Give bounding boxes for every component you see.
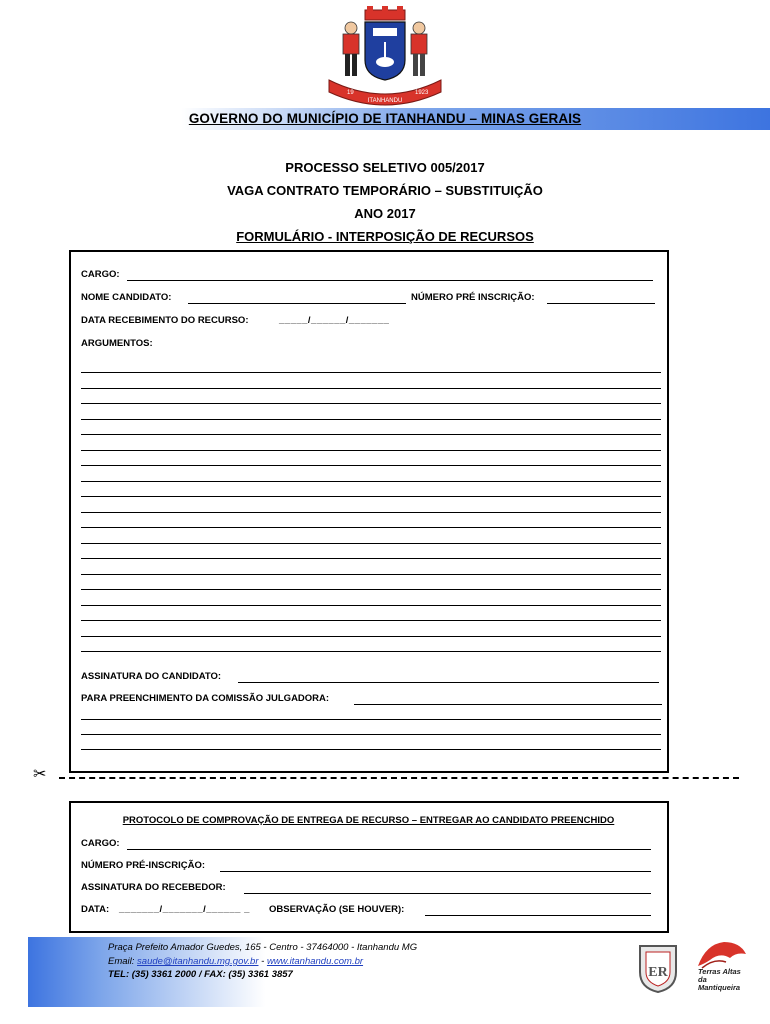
argument-line[interactable] [81,450,661,451]
terras-altas-text: Terras Altas da Mantiqueira [698,967,741,992]
candidate-signature-field[interactable] [238,682,659,683]
footer-address: Praça Prefeito Amador Guedes, 165 - Centro - 37464000 - Itanhandu MG [108,942,418,953]
registration-number-label: NÚMERO PRÉ INSCRIÇÃO: [411,292,535,303]
receiver-signature-field[interactable] [244,893,651,894]
email-separator: - [258,956,267,967]
candidate-signature-label: ASSINATURA DO CANDIDATO: [81,671,222,682]
process-title: PROCESSO SELETIVO 005/2017 [285,160,485,175]
email-link[interactable]: saude@itanhandu.mg.gov.br [137,956,259,967]
cut-line [33,767,770,787]
email-prefix: Email: [108,956,138,967]
er-shield-logo [636,942,680,994]
argument-line[interactable] [81,496,661,497]
svg-text:ER: ER [648,965,668,980]
scissors-icon: ✂ [33,766,47,783]
candidate-name-field[interactable] [188,303,406,304]
receiver-signature-label: ASSINATURA DO RECEBEDOR: [81,882,226,893]
argument-line[interactable] [81,574,661,575]
svg-text:1923: 1923 [415,90,429,96]
argument-line[interactable] [81,589,661,590]
protocol-registration-label: NÚMERO PRÉ-INSCRIÇÃO: [81,860,206,871]
protocol-date-field[interactable]: _______/_______/______ _ [119,904,250,915]
committee-field[interactable] [354,704,662,705]
footer-contact [108,956,363,967]
protocol-title: PROTOCOLO DE COMPROVAÇÃO DE ENTREGA DE RECURSO – ENTREGAR AO CANDIDATO PREENCHIDO [122,815,615,826]
argument-line[interactable] [81,651,661,652]
form-title: FORMULÁRIO - INTERPOSIÇÃO DE RECURSOS [236,229,534,244]
observation-label: OBSERVAÇÃO (SE HOUVER): [269,904,405,915]
argument-line[interactable] [81,388,661,389]
committee-line[interactable] [81,749,661,750]
municipal-crest-logo [323,6,447,110]
cargo-label: CARGO: [81,269,120,280]
government-title: GOVERNO DO MUNICÍPIO DE ITANHANDU – MINAS GERAIS [188,111,582,126]
argument-line[interactable] [81,403,661,404]
committee-label: PARA PREENCHIMENTO DA COMISSÃO JULGADORA: [81,693,330,704]
argument-line[interactable] [81,512,661,513]
protocol-cargo-label: CARGO: [81,838,120,849]
receipt-date-label: DATA RECEBIMENTO DO RECURSO: [81,315,249,326]
protocol-cargo-field[interactable] [127,849,651,850]
argument-line[interactable] [81,481,661,482]
argument-line[interactable] [81,434,661,435]
candidate-name-label: NOME CANDIDATO: [81,292,172,303]
dashed-divider [59,777,739,779]
argument-line[interactable] [81,419,661,420]
argument-line[interactable] [81,543,661,544]
argument-line[interactable] [81,465,661,466]
argument-line[interactable] [81,372,661,373]
argument-line[interactable] [81,620,661,621]
receipt-date-field[interactable]: _____/______/_______ [279,315,390,326]
argument-line[interactable] [81,527,661,528]
website-link[interactable]: www.itanhandu.com.br [266,956,364,967]
cargo-field[interactable] [127,280,653,281]
protocol-box [69,801,669,933]
committee-line[interactable] [81,719,661,720]
year-title: ANO 2017 [354,206,416,221]
argument-line[interactable] [81,605,661,606]
arguments-label: ARGUMENTOS: [81,338,153,349]
observation-field[interactable] [425,915,651,916]
appeal-form-box [69,250,669,773]
committee-line[interactable] [81,734,661,735]
protocol-date-label: DATA: [81,904,110,915]
argument-line[interactable] [81,636,661,637]
argument-line[interactable] [81,558,661,559]
vacancy-title: VAGA CONTRATO TEMPORÁRIO – SUBSTITUIÇÃO [227,183,543,198]
svg-text:ITANHANDU: ITANHANDU [367,98,403,104]
svg-text:19: 19 [347,90,354,96]
protocol-registration-field[interactable] [220,871,651,872]
footer-phones: TEL: (35) 3361 2000 / FAX: (35) 3361 3857 [108,969,293,980]
registration-number-field[interactable] [547,303,655,304]
